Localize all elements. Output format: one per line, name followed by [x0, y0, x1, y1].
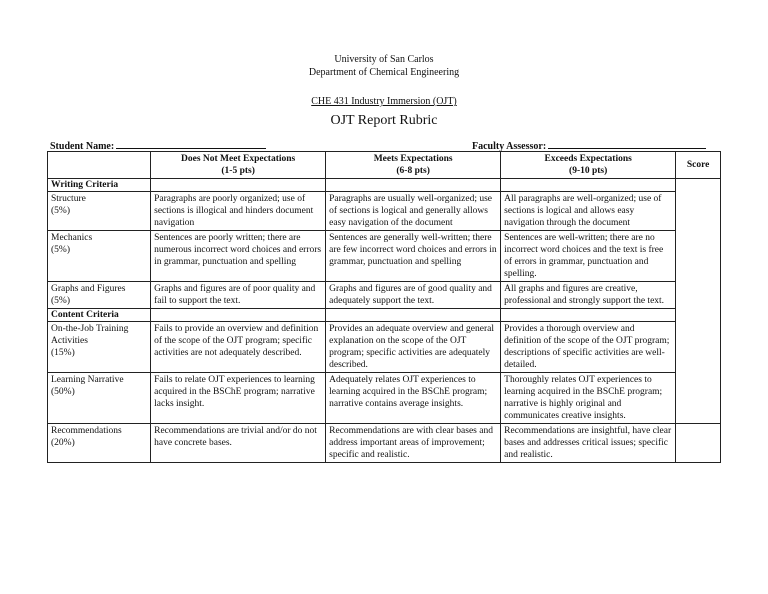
- table-row: [48, 322, 721, 373]
- score-cell-last[interactable]: [676, 424, 721, 463]
- exceeds-cell: Sentences are well-written; there are no incorrect word choices and the text is free of errors in grammar, punctuation and spelling.: [501, 231, 676, 282]
- criterion-name: On-the-Job Training Activities: [51, 324, 129, 346]
- exceeds-cell: All graphs and figures are creative, professional and strongly support the text.: [501, 282, 676, 309]
- department-name: Department of Chemical Engineering: [308, 67, 460, 78]
- does-not-meet-cell: Fails to provide an overview and definition of the scope of the OJT program; specific activities are not adequately described.: [151, 322, 326, 373]
- meets-cell: Paragraphs are usually well-organized; use of sections is logical and generally allows easy navigation of the document: [326, 192, 501, 231]
- criteria-column-header: [48, 152, 151, 179]
- criterion-name: Structure: [51, 194, 86, 204]
- criterion-name: Graphs and Figures: [51, 284, 126, 294]
- faculty-assessor-label: Faculty Assessor:: [472, 141, 547, 152]
- exceeds-cell: Provides a thorough overview and definition of the scope of the OJT program; descriptions of specific activities are well-detailed.: [501, 322, 676, 373]
- exceeds-cell: Recommendations are insightful, have clear bases and addresses critical issues; specific and realistic.: [501, 424, 676, 463]
- course-title: CHE 431 Industry Immersion (OJT): [311, 96, 457, 107]
- meets-cell: Recommendations are with clear bases and address important areas of improvement; specific and realistic.: [326, 424, 501, 463]
- exceeds-points: (9-10 pts): [569, 166, 608, 176]
- section-row-content: [48, 309, 721, 322]
- score-header: [676, 152, 721, 179]
- rubric-header-row: [48, 152, 721, 179]
- criterion-name: Recommendations: [51, 426, 122, 436]
- exceeds-cell: Thoroughly relates OJT experiences to learning acquired in the BSChE program; narrative is highly original and communicates creative insights.: [501, 373, 676, 424]
- does-not-meet-cell: Recommendations are trivial and/or do not have concrete bases.: [151, 424, 326, 463]
- university-name: University of San Carlos: [334, 54, 434, 65]
- does-not-meet-label: Does Not Meet Expectations: [181, 154, 296, 164]
- criterion-weight: (5%): [51, 206, 70, 216]
- meets-header: [326, 152, 501, 179]
- exceeds-label: Exceeds Expectations: [544, 154, 632, 164]
- student-name-blank[interactable]: [116, 139, 266, 149]
- does-not-meet-cell: Graphs and figures are of poor quality and fail to support the text.: [151, 282, 326, 309]
- rubric-table: [47, 151, 721, 463]
- table-row: [48, 282, 721, 309]
- criterion-name: Mechanics: [51, 233, 93, 243]
- does-not-meet-cell: Sentences are poorly written; there are numerous incorrect word choices and errors in grammar, punctuation and spelling: [151, 231, 326, 282]
- criterion-weight: (20%): [51, 438, 75, 448]
- meets-points: (6-8 pts): [396, 166, 430, 176]
- student-name-label: Student Name:: [50, 141, 115, 152]
- criterion-weight: (5%): [51, 296, 70, 306]
- meets-label: Meets Expectations: [373, 154, 453, 164]
- score-cell[interactable]: [676, 179, 721, 424]
- criterion-weight: (50%): [51, 387, 75, 397]
- table-row: [48, 192, 721, 231]
- meets-cell: Sentences are generally well-written; there are few incorrect word choices and errors in grammar, punctuation and spelling: [326, 231, 501, 282]
- section-title-writing: Writing Criteria: [48, 179, 151, 192]
- criterion-name: Learning Narrative: [51, 375, 124, 385]
- table-row: [48, 424, 721, 463]
- does-not-meet-cell: Paragraphs are poorly organized; use of sections is illogical and hinders document navigation: [151, 192, 326, 231]
- meets-cell: Adequately relates OJT experiences to learning acquired in the BSChE program; narrative contains average insights.: [326, 373, 501, 424]
- document-title: OJT Report Rubric: [330, 113, 438, 128]
- does-not-meet-cell: Fails to relate OJT experiences to learning acquired in the BSChE program; narrative lacks insight.: [151, 373, 326, 424]
- score-label: Score: [686, 160, 710, 170]
- table-row: [48, 373, 721, 424]
- section-title-content: Content Criteria: [48, 309, 151, 322]
- section-row-writing: [48, 179, 721, 192]
- meets-cell: Provides an adequate overview and general explanation on the scope of the OJT program; specific activities are adequately described.: [326, 322, 501, 373]
- faculty-assessor-blank[interactable]: [548, 139, 706, 149]
- criterion-weight: (5%): [51, 245, 70, 255]
- does-not-meet-header: [151, 152, 326, 179]
- meets-cell: Graphs and figures are of good quality and adequately support the text.: [326, 282, 501, 309]
- criterion-weight: (15%): [51, 348, 75, 358]
- exceeds-cell: All paragraphs are well-organized; use of sections is logical and allows easy navigation through the document: [501, 192, 676, 231]
- does-not-meet-points: (1-5 pts): [221, 166, 255, 176]
- exceeds-header: [501, 152, 676, 179]
- table-row: [48, 231, 721, 282]
